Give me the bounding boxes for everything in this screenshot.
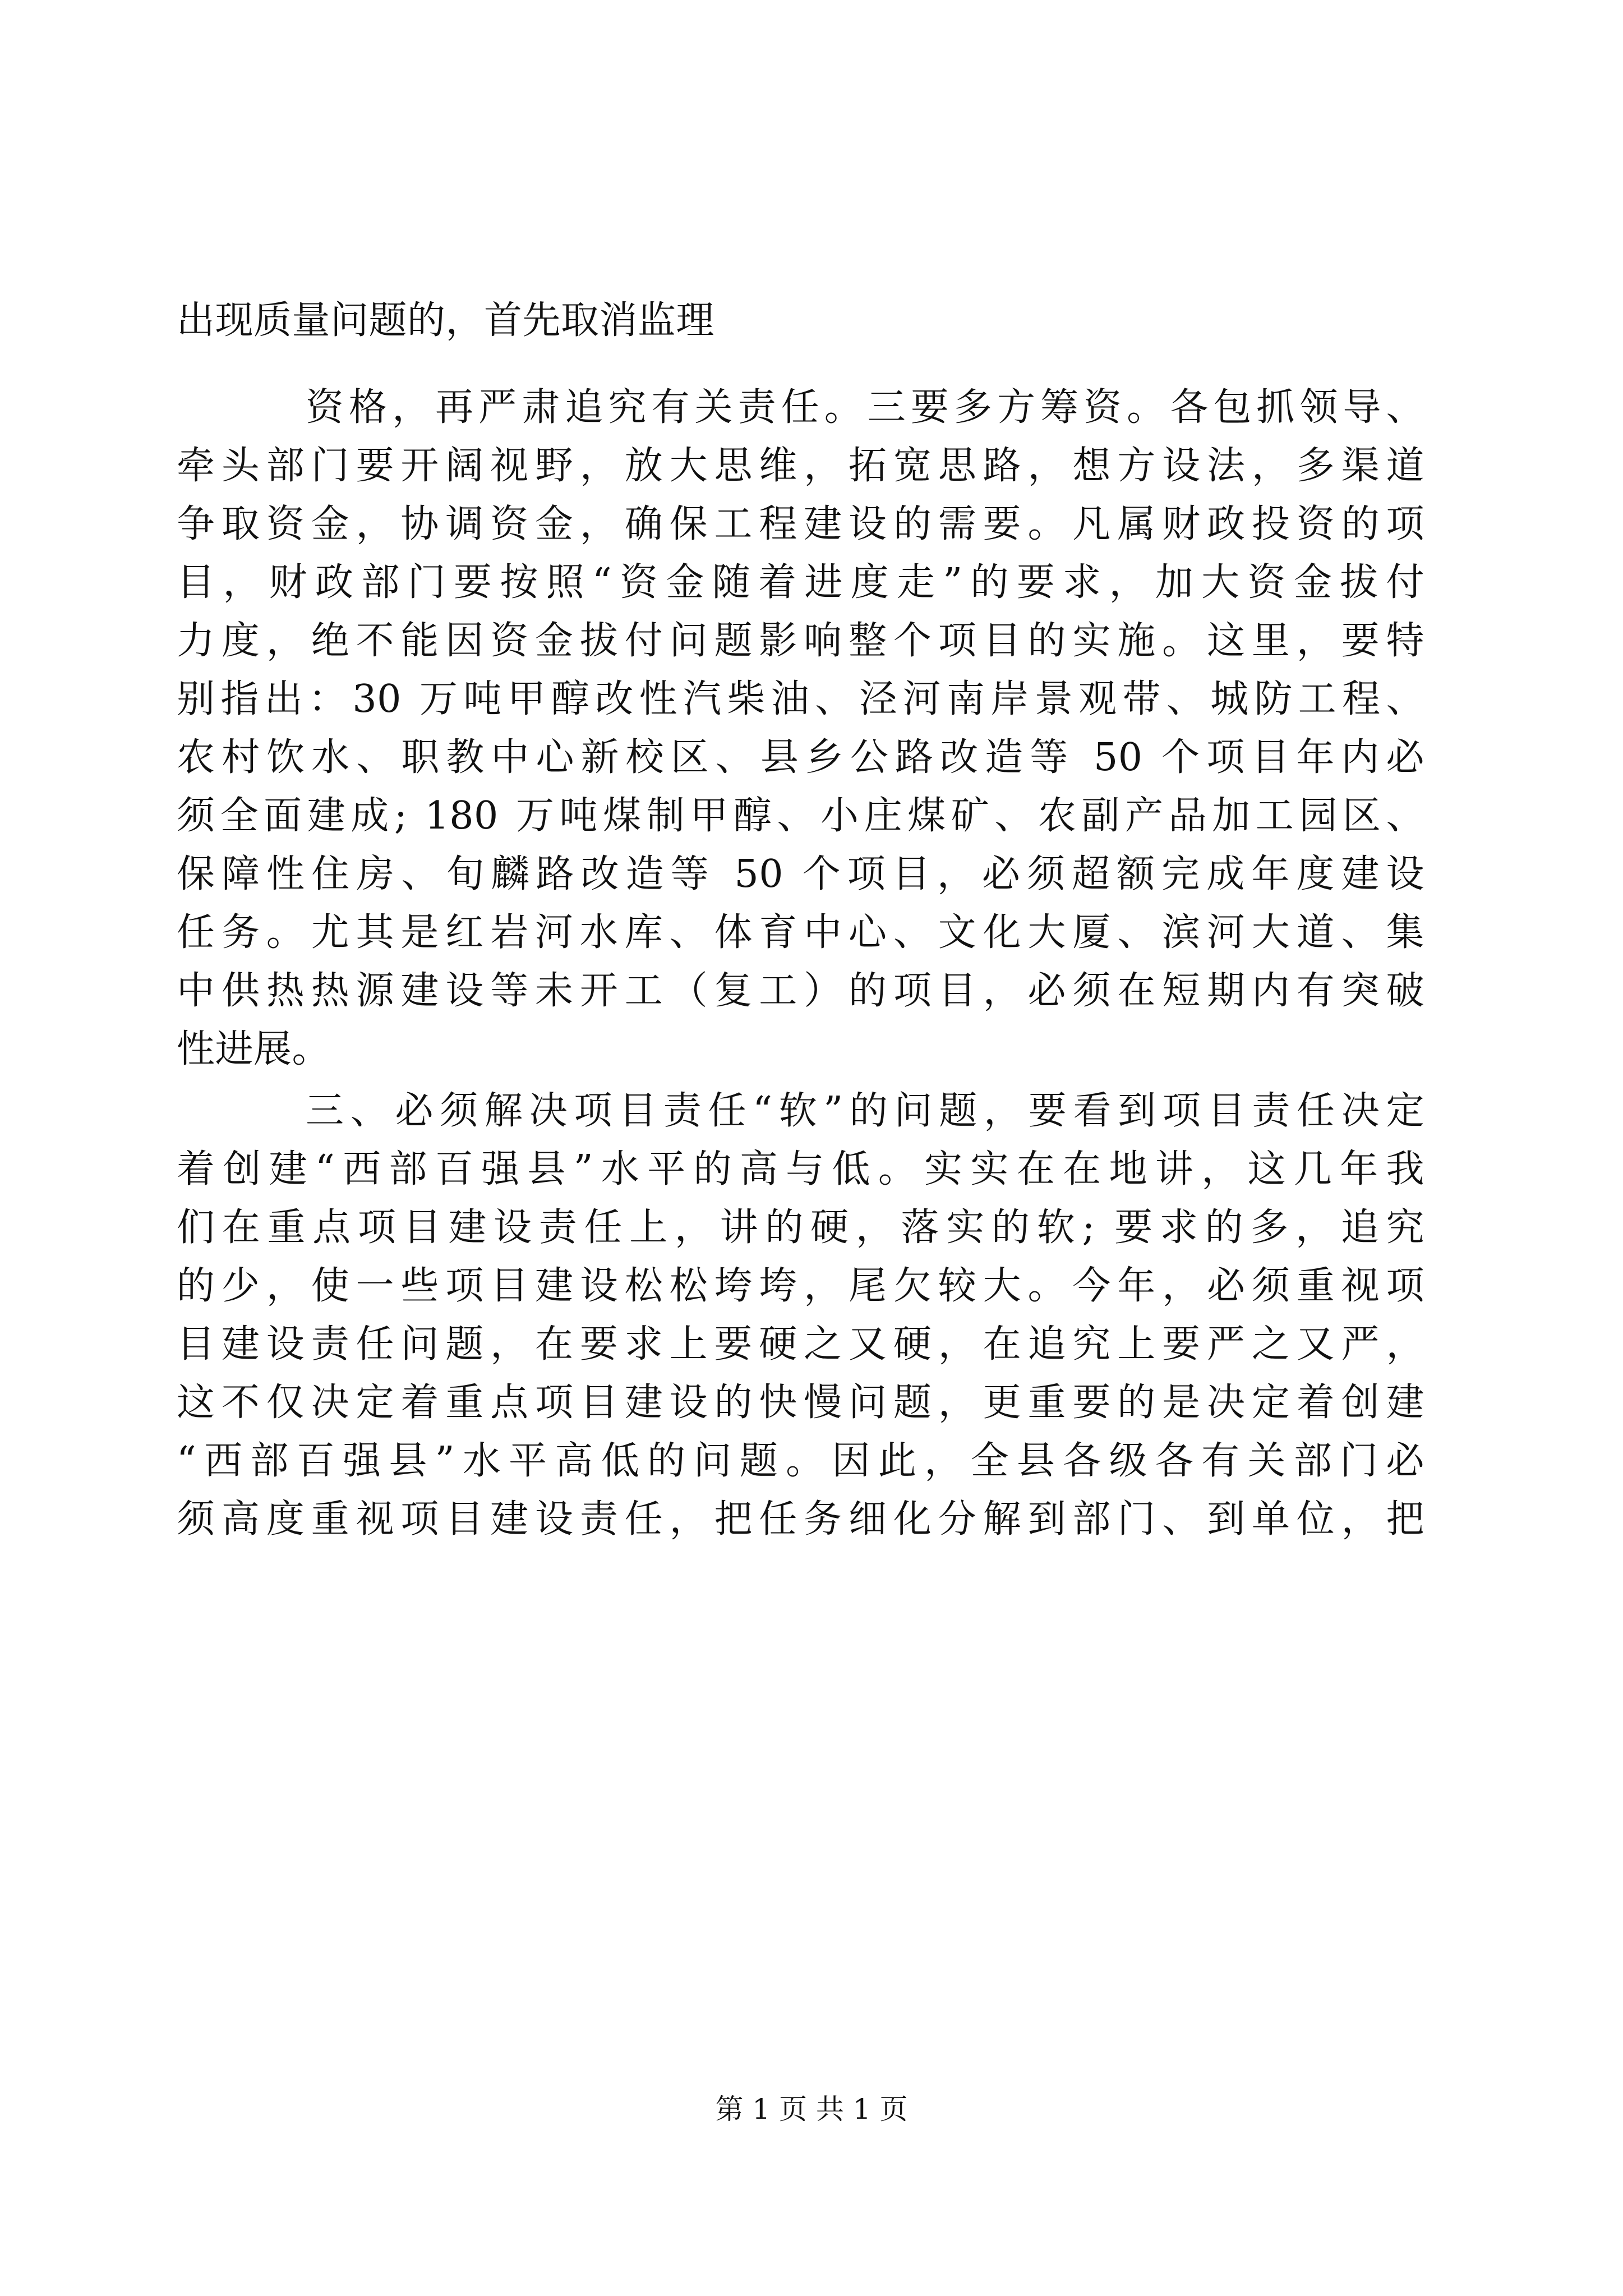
text-line-4: 争取资金，协调资金，确保工程建设的需要。凡属财政投资的项 (177, 502, 1424, 546)
text-line-14: 三、必须解决项目责任“软”的问题，要看到项目责任决定 (306, 1089, 1424, 1133)
text-line-19: 这不仅决定着重点项目建设的快慢问题，更重要的是决定着创建 (177, 1381, 1424, 1425)
text-line-11: 任务。尤其是红岩河水库、体育中心、文化大厦、滨河大道、集 (177, 910, 1424, 955)
text-line-7: 别指出：30 万吨甲醇改性汽柴油、泾河南岸景观带、城防工程、 (177, 677, 1424, 721)
text-line-18: 目建设责任问题，在要求上要硬之又硬，在追究上要严之又严， (177, 1322, 1424, 1366)
text-line-3: 牵头部门要开阔视野，放大思维，拓宽思路，想方设法，多渠道 (177, 444, 1424, 488)
text-line-1: 出现质量问题的，首先取消监理 (177, 298, 715, 343)
text-line-9: 须全面建成; 180 万吨煤制甲醇、小庄煤矿、农副产品加工园区、 (177, 794, 1424, 838)
text-line-10: 保障性住房、旬麟路改造等 50 个项目，必须超额完成年度建设 (177, 852, 1424, 896)
text-line-15: 着创建“西部百强县”水平的高与低。实实在在地讲，这几年我 (177, 1147, 1424, 1191)
text-line-20: “西部百强县”水平高低的问题。因此，全县各级各有关部门必 (177, 1439, 1424, 1483)
page-footer: 第 1 页 共 1 页 (715, 2093, 908, 2125)
text-line-17: 的少，使一些项目建设松松垮垮，尾欠较大。今年，必须重视项 (177, 1264, 1424, 1308)
text-line-21: 须高度重视项目建设责任，把任务细化分解到部门、到单位，把 (177, 1497, 1424, 1542)
text-line-6: 力度，绝不能因资金拔付问题影响整个项目的实施。这里，要特 (177, 619, 1424, 663)
text-line-16: 们在重点项目建设责任上，讲的硬，落实的软; 要求的多，追究 (177, 1205, 1424, 1250)
text-line-2: 资格，再严肃追究有关责任。三要多方筹资。各包抓领导、 (306, 385, 1424, 430)
text-line-8: 农村饮水、职教中心新校区、县乡公路改造等 50 个项目年内必 (177, 735, 1424, 780)
text-line-12: 中供热热源建设等未开工（复工）的项目，必须在短期内有突破 (177, 969, 1424, 1013)
text-line-5: 目，财政部门要按照“资金随着进度走”的要求，加大资金拔付 (177, 560, 1424, 605)
text-line-13: 性进展。 (177, 1027, 331, 1071)
